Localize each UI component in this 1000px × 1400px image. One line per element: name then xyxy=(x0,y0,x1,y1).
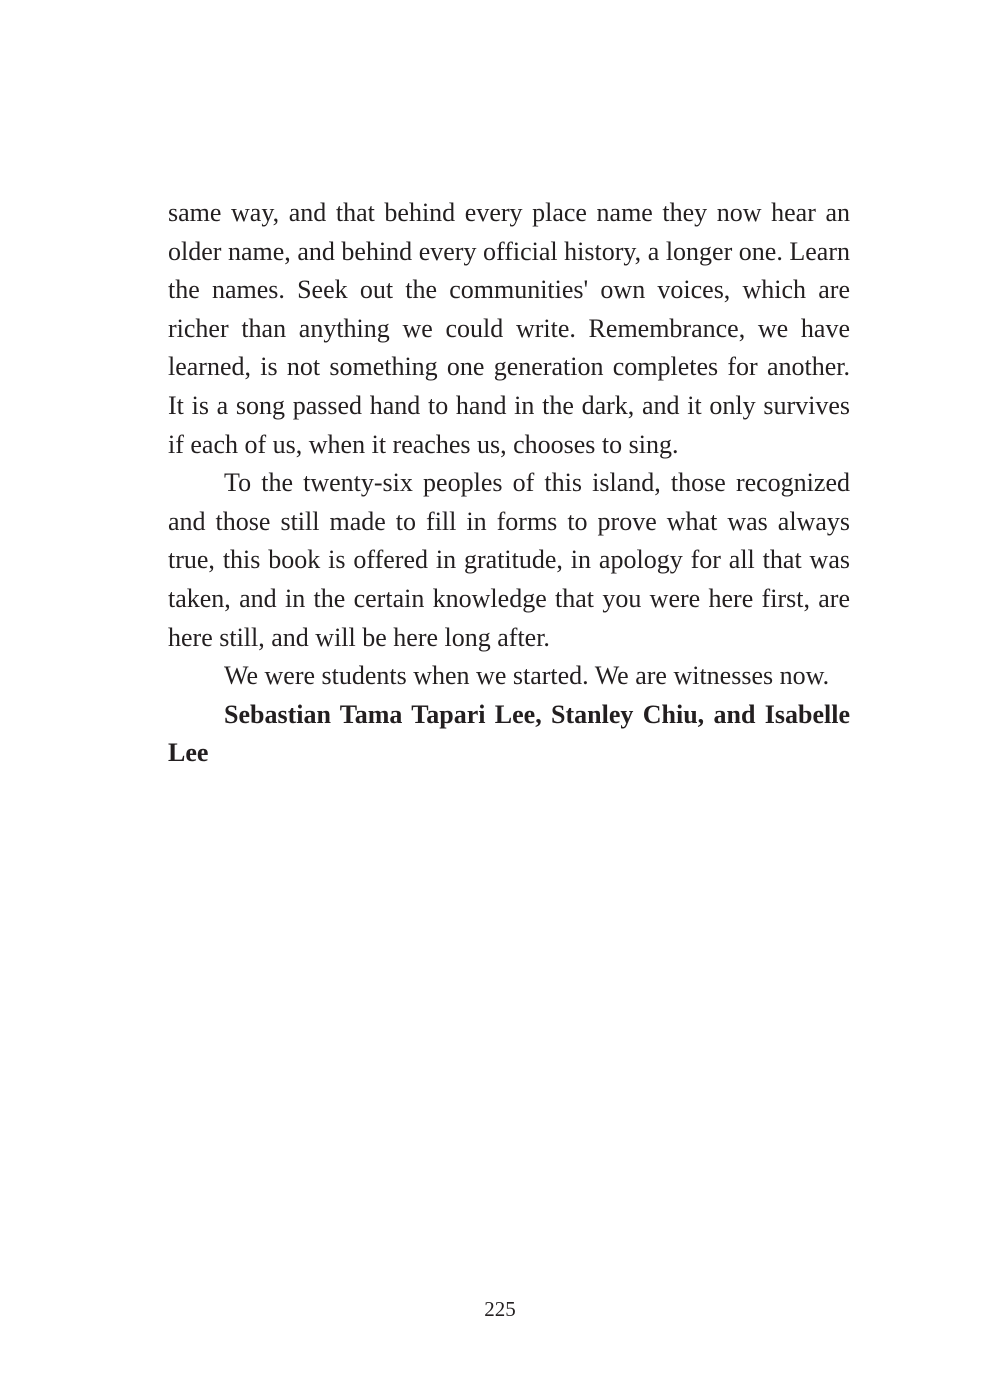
page-number: 225 xyxy=(484,1297,516,1321)
closing-line: We were students when we started. We are witnesses now. xyxy=(224,661,830,691)
body-text xyxy=(168,194,850,773)
continued-paragraph: same way, and that behind every place name they now hear an older name, and behind every official history, a longer one. Learn the names. Seek out the communities' own voices, which are richer than anything we could write. Remembrance, we have learned, is not something one generation completes for another. It is a song passed hand to hand in the dark, and it only survives if each of us, when it reaches us, chooses to sing. xyxy=(168,198,850,459)
dedication-paragraph: To the twenty-six peoples of this island, those recognized and those still made to fill in forms to prove what was always true, this book is offered in gratitude, in apology for all that was taken, and in the certain knowledge that you were here first, are here still, and will be here long after. xyxy=(168,468,850,652)
author-signature: Sebastian Tama Tapari Lee, Stanley Chiu, and Isabelle Lee xyxy=(168,699,850,768)
